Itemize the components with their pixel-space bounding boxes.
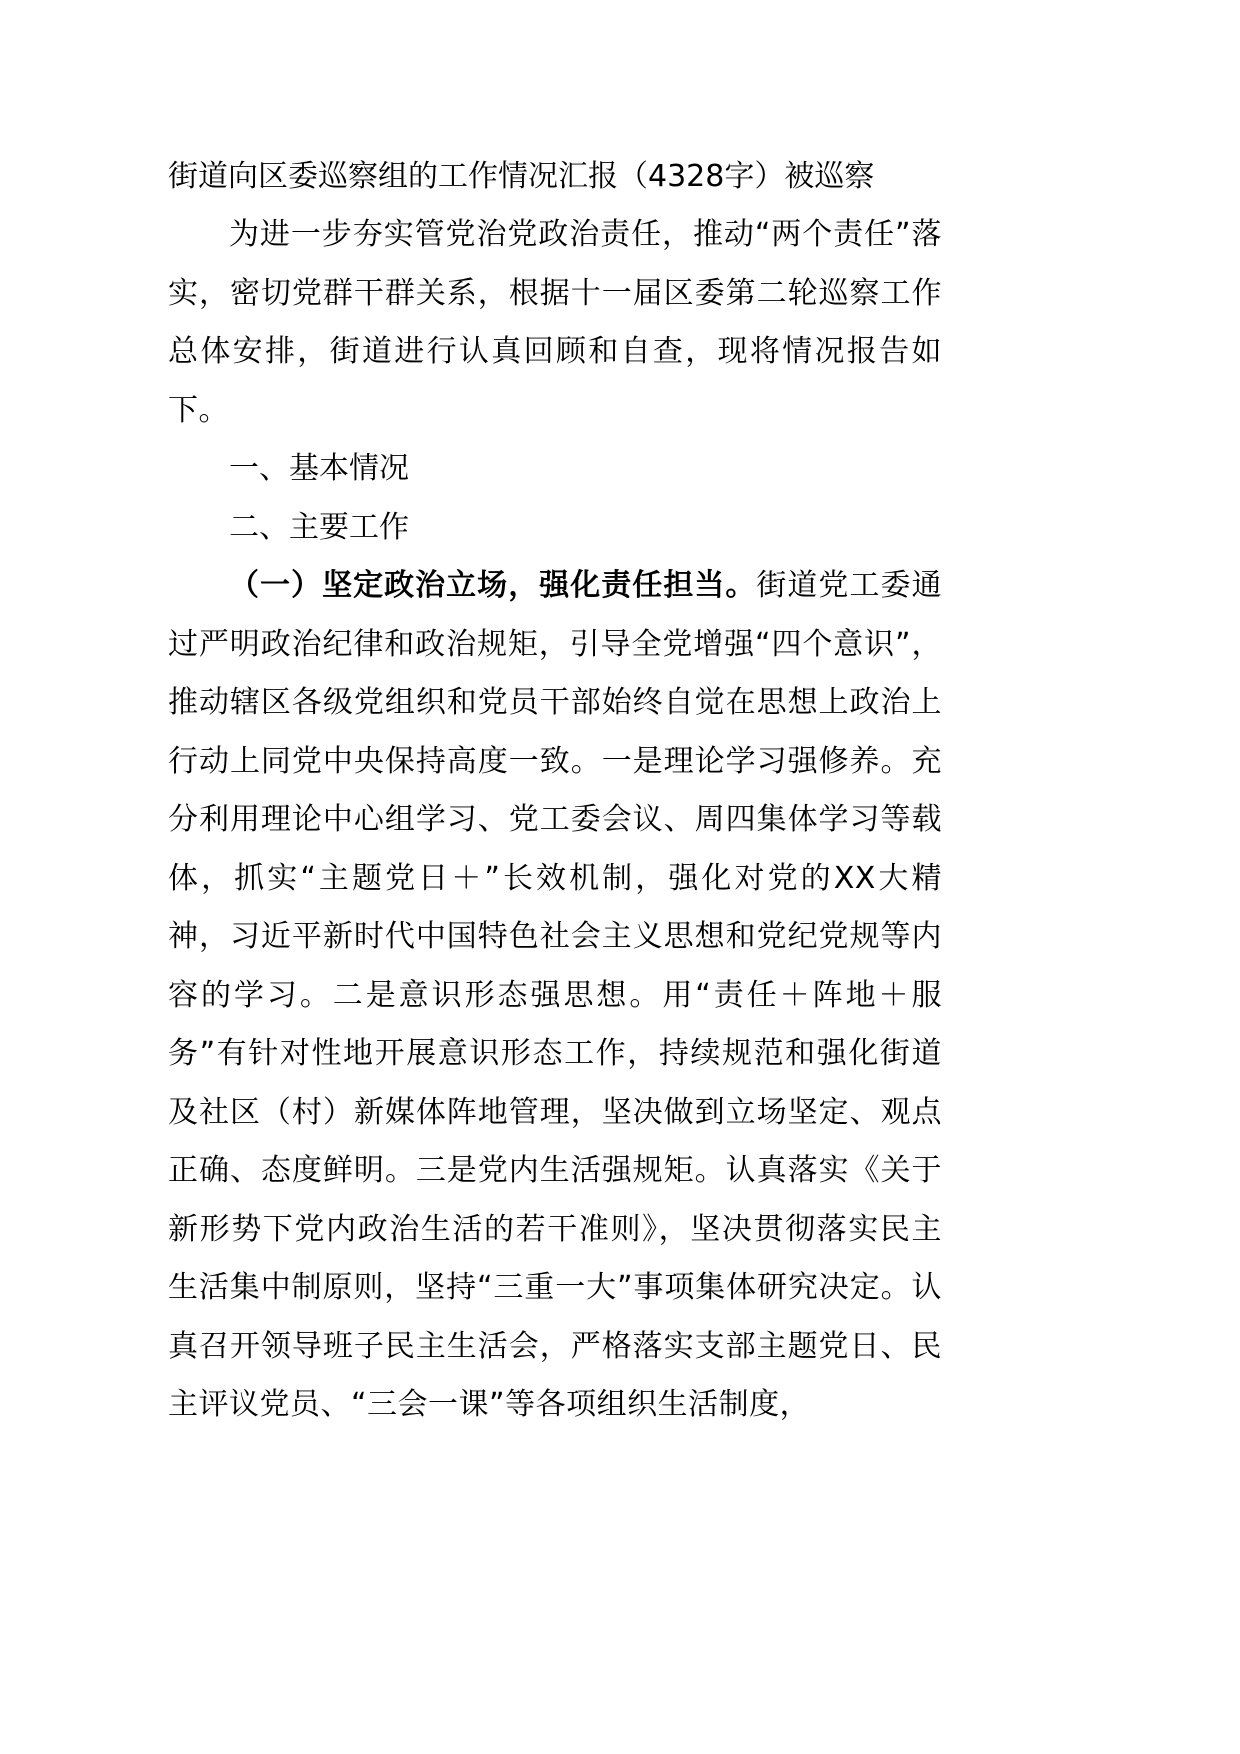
subsection-paragraph xyxy=(168,557,942,1435)
document-title: 街道向区委巡察组的工作情况汇报（4328字）被巡察 xyxy=(168,159,875,194)
subsection-body: 街道党工委通过严明政治纪律和政治规矩，引导全党增强“四个意识”，推动辖区各级党组织和党员干部始终自觉在思想上政治上行动上同党中央保持高度一致。一是理论学习强修养。充分利用理论中心组学习、党工委会议、周四集体学习等载体，抓实“主题党日＋”长效机制，强化对党的XX大精神，习近平新时代中国特色社会主义思想和党纪党规等内容的学习。二是意识形态强思想。用“责任＋阵地＋服务”有针对性地开展意识形态工作，持续规范和强化街道及社区（村）新媒体阵地管理，坚决做到立场坚定、观点正确、态度鲜明。三是党内生活强规矩。认真落实《关于新形势下党内政治生活的若干准则》，坚决贯彻落实民主生活集中制原则，坚持“三重一大”事项集体研究决定。认真召开领导班子民主生活会，严格落实支部主题党日、民主评议党员、“三会一课”等各项组织生活制度， xyxy=(168,568,943,1422)
section-heading-main-work: 二、主要工作 xyxy=(229,509,409,545)
intro-paragraph: 为进一步夯实管党治党政治责任，推动“两个责任”落实，密切党群干群关系，根据十一届区委第二轮巡察工作总体安排，街道进行认真回顾和自查，现将情况报告如下。 xyxy=(168,217,942,428)
document-page xyxy=(168,148,942,1435)
subsection-bold-lead: （一）坚定政治立场，强化责任担当。 xyxy=(229,568,757,603)
section-heading-basic-situation: 一、基本情况 xyxy=(229,451,409,486)
